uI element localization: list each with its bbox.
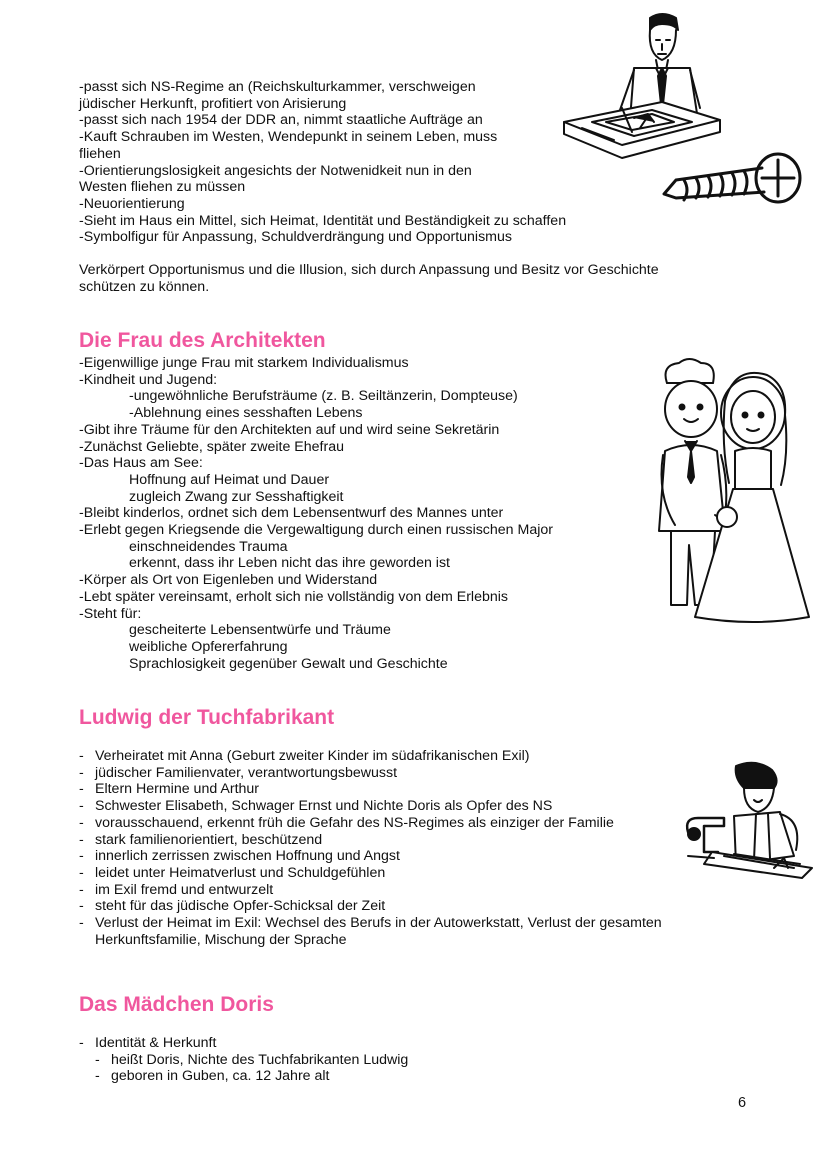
intro-line: fliehen [79,145,121,162]
section-heading-ludwig: Ludwig der Tuchfabrikant [79,706,335,729]
intro-line: -Orientierungslosigkeit angesichts der Notwenidkeit nun in den [79,162,472,179]
frau-line: weibliche Opfererfahrung [129,638,288,655]
list-item: - stark familienorientiert, beschützend [79,832,662,849]
intro-line: jüdischer Herkunft, profitiert von Arisierung [79,95,347,112]
list-item: - im Exil fremd und entwurzelt [79,882,662,899]
section-heading-frau: Die Frau des Architekten [79,329,326,352]
tailor-sewing-icon [684,760,818,880]
intro-summary [79,262,659,295]
sub-list-item: - heißt Doris, Nichte des Tuchfabrikanten Ludwig [79,1052,408,1069]
list-item: - jüdischer Familienvater, verantwortungsbewusst [79,765,662,782]
intro-line: -Sieht im Haus ein Mittel, sich Heimat, Identität und Beständigkeit zu schaffen [79,212,567,229]
frau-line: -Kindheit und Jugend: [79,371,218,388]
frau-line: gescheiterte Lebensentwürfe und Träume [129,622,391,639]
frau-line: -ungewöhnliche Berufsträume (z. B. Seiltänzerin, Dompteuse) [129,388,518,405]
list-item: - Schwester Elisabeth, Schwager Ernst und Nichte Doris als Opfer des NS [79,798,662,815]
frau-line: -Erlebt gegen Kriegsende die Vergewaltigung durch einen russischen Major [79,522,553,539]
frau-line: -Lebt später vereinsamt, erholt sich nie vollständig von dem Erlebnis [79,588,508,605]
list-item: - Identität & Herkunft [79,1035,408,1052]
summary-line: Verkörpert Opportunismus und die Illusion, sich durch Anpassung und Besitz vor Geschichte [79,262,659,278]
frau-line: -Körper als Ort von Eigenleben und Widerstand [79,572,378,589]
frau-line: -Ablehnung eines sesshaften Lebens [129,405,363,422]
doris-list [79,1035,408,1085]
section-heading-doris: Das Mädchen Doris [79,993,274,1016]
list-item: - Verlust der Heimat im Exil: Wechsel des Berufs in der Autowerkstatt, Verlust der gesamten [79,915,662,932]
list-item-continuation: Herkunftsfamilie, Mischung der Sprache [95,931,347,948]
intro-line: -passt sich nach 1954 der DDR an, nimmt staatliche Aufträge an [79,112,483,129]
frau-line: -Das Haus am See: [79,455,203,472]
frau-line: Sprachlosigkeit gegenüber Gewalt und Geschichte [129,655,448,672]
intro-line: Westen fliehen zu müssen [79,179,246,196]
frau-line: -Eigenwillige junge Frau mit starkem Individualismus [79,355,409,371]
intro-line: -Kauft Schrauben im Westen, Wendepunkt in seinem Leben, muss [79,129,498,146]
list-item: - leidet unter Heimatverlust und Schuldgefühlen [79,865,662,882]
ludwig-list [79,748,662,948]
frau-line: -Zunächst Geliebte, später zweite Ehefrau [79,438,344,455]
frau-line: -Steht für: [79,605,142,622]
list-item: - steht für das jüdische Opfer-Schicksal der Zeit [79,898,662,915]
intro-line: -Neuorientierung [79,195,185,212]
list-item: - vorausschauend, erkennt früh die Gefahr des NS-Regimes als einziger der Familie [79,815,662,832]
frau-line: zugleich Zwang zur Sesshaftigkeit [129,488,344,505]
list-item: - innerlich zerrissen zwischen Hoffnung und Angst [79,848,662,865]
summary-line: schützen zu können. [79,278,210,295]
screw-icon [656,150,806,212]
frau-line: Hoffnung auf Heimat und Dauer [129,471,330,488]
frau-line: -Gibt ihre Träume für den Architekten auf und wird seine Sekretärin [79,421,500,438]
list-item: - Verheiratet mit Anna (Geburt zweiter Kinder im südafrikanischen Exil) [79,748,662,765]
page-number: 6 [738,1095,747,1111]
intro-line: -passt sich NS-Regime an (Reichskulturkammer, verschweigen [79,79,476,95]
wedding-couple-icon [655,355,815,627]
intro-line: -Symbolfigur für Anpassung, Schuldverdrängung und Opportunismus [79,229,512,246]
frau-line: einschneidendes Trauma [129,538,288,555]
sub-list-item: - geboren in Guben, ca. 12 Jahre alt [79,1068,408,1085]
list-item: - Eltern Hermine und Arthur [79,781,662,798]
frau-line: erkennt, dass ihr Leben nicht das ihre geworden ist [129,555,450,572]
frau-line: -Bleibt kinderlos, ordnet sich dem Lebensentwurf des Mannes unter [79,505,504,522]
intro-list [79,79,566,246]
frau-list [79,355,553,672]
